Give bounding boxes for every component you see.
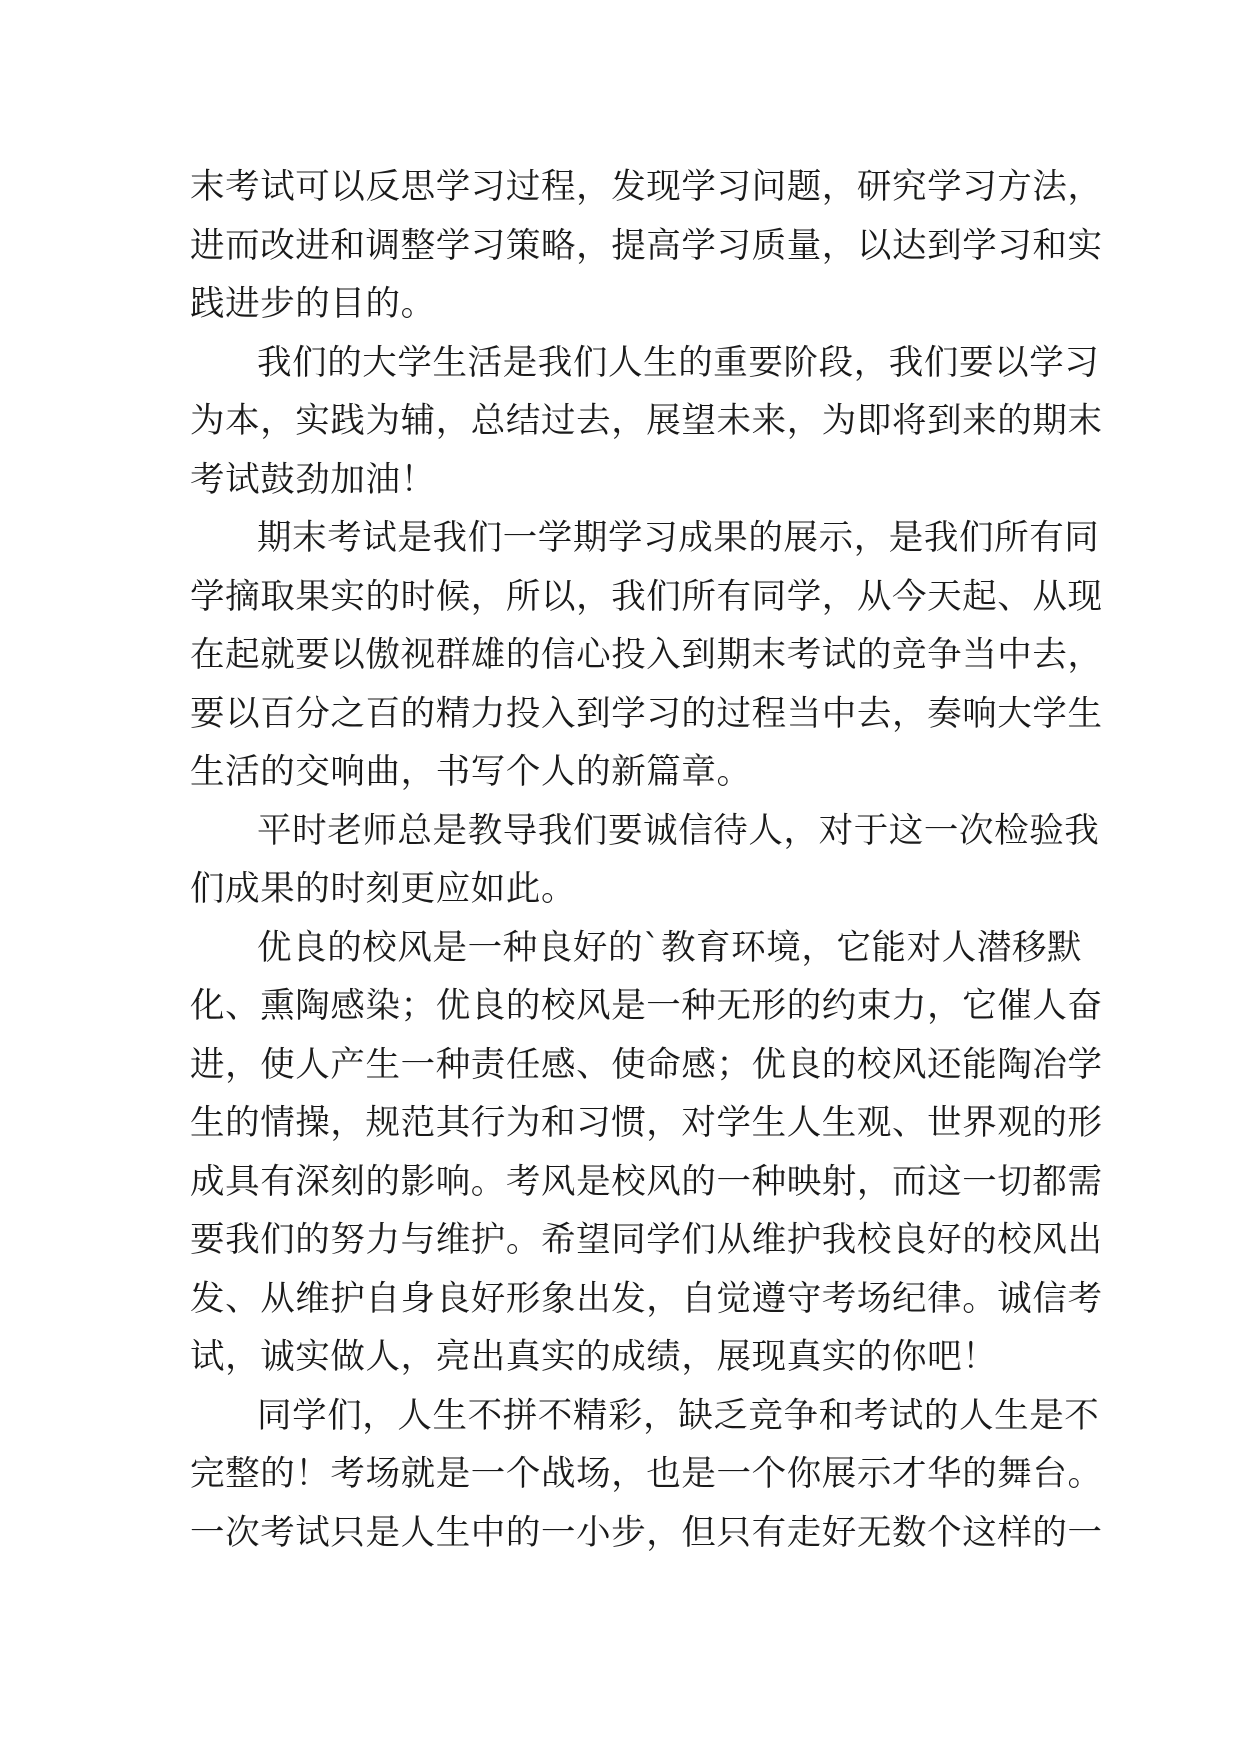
text-line: 们成果的时刻更应如此。 bbox=[190, 869, 577, 909]
text-line: 期末考试是我们一学期学习成果的展示，是我们所有同 bbox=[257, 518, 1100, 558]
paragraph bbox=[190, 802, 1100, 919]
text-line: 进，使人产生一种责任感、使命感；优良的校风还能陶冶学 bbox=[190, 1044, 1103, 1085]
text-line: 化、熏陶感染；优良的校风是一种无形的约束力，它催人奋 bbox=[190, 986, 1103, 1026]
text-line: 优良的校风是一种良好的`教育环境，它能对人潜移默 bbox=[257, 927, 1083, 968]
text-line: 为本，实践为辅，总结过去，展望未来，为即将到来的期末 bbox=[190, 401, 1103, 441]
text-line: 平时老师总是教导我们要诚信待人，对于这一次检验我 bbox=[257, 810, 1100, 851]
text-line: 在起就要以傲视群雄的信心投入到期末考试的竞争当中去， bbox=[190, 635, 1103, 675]
paragraph bbox=[190, 158, 1103, 334]
text-line: 进而改进和调整学习策略，提高学习质量，以达到学习和实 bbox=[190, 225, 1103, 266]
paragraph bbox=[190, 334, 1103, 510]
text-line: 一次考试只是人生中的一小步，但只有走好无数个这样的一 bbox=[190, 1512, 1103, 1553]
document-body bbox=[190, 158, 1103, 1562]
text-line: 完整的！考场就是一个战场，也是一个你展示才华的舞台。 bbox=[190, 1454, 1103, 1494]
text-line: 同学们，人生不拼不精彩，缺乏竞争和考试的人生是不 bbox=[257, 1395, 1100, 1436]
text-line: 生活的交响曲，书写个人的新篇章。 bbox=[190, 752, 752, 792]
paragraph bbox=[190, 509, 1103, 802]
text-line: 考试鼓劲加油！ bbox=[190, 459, 436, 500]
paragraph bbox=[190, 1387, 1103, 1563]
paragraph bbox=[190, 919, 1103, 1387]
text-line: 要我们的努力与维护。希望同学们从维护我校良好的校风出 bbox=[190, 1220, 1103, 1260]
text-line: 成具有深刻的影响。考风是校风的一种映射，而这一切都需 bbox=[190, 1161, 1103, 1202]
text-line: 生的情操，规范其行为和习惯，对学生人生观、世界观的形 bbox=[190, 1103, 1103, 1143]
text-line: 发、从维护自身良好形象出发，自觉遵守考场纪律。诚信考 bbox=[190, 1278, 1103, 1319]
text-line: 末考试可以反思学习过程，发现学习问题，研究学习方法， bbox=[190, 167, 1103, 207]
text-line: 学摘取果实的时候，所以，我们所有同学，从今天起、从现 bbox=[190, 576, 1103, 617]
text-line: 试，诚实做人，亮出真实的成绩，展现真实的你吧！ bbox=[190, 1337, 998, 1377]
text-line: 我们的大学生活是我们人生的重要阶段，我们要以学习 bbox=[257, 342, 1100, 383]
text-line: 要以百分之百的精力投入到学习的过程当中去，奏响大学生 bbox=[190, 693, 1103, 734]
text-line: 践进步的目的。 bbox=[190, 284, 436, 324]
